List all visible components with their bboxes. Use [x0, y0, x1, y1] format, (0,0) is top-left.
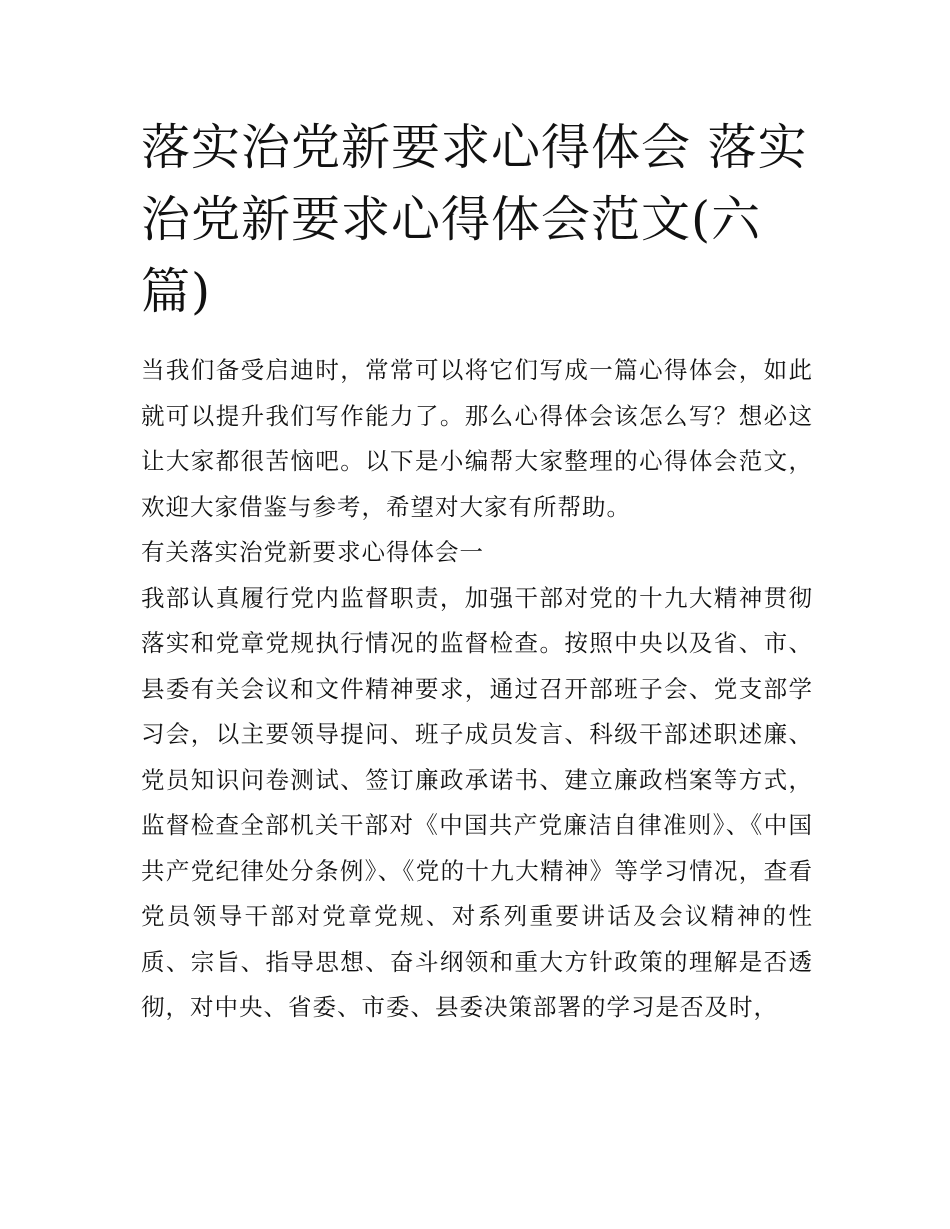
section-body-paragraph: 我部认真履行党内监督职责，加强干部对党的十九大精神贯彻落实和党章党规执行情况的监督检查。按照中央以及省、市、县委有关会议和文件精神要求，通过召开部班子会、党支部学习会，以主要领导提问、班子成员发言、科级干部述职述廉、党员知识问卷测试、签订廉政承诺书、建立廉政档案等方式，监督检查全部机关干部对《中国共产党廉洁自律准则》、《中国共产党纪律处分条例》、《党的十九大精神》等学习情况，查看党员领导干部对党章党规、对系列重要讲话及会议精神的性质、宗旨、指导思想、奋斗纲领和重大方针政策的理解是否透彻，对中央、省委、市委、县委决策部署的学习是否及时，	[141, 583, 813, 1021]
section-heading: 有关落实治党新要求心得体会一	[141, 538, 484, 566]
intro-paragraph: 当我们备受启迪时，常常可以将它们写成一篇心得体会，如此就可以提升我们写作能力了。那么心得体会该怎么写？想必这让大家都很苦恼吧。以下是小编帮大家整理的心得体会范文，欢迎大家借鉴与参考，希望对大家有所帮助。	[141, 356, 813, 521]
document-title: 落实治党新要求心得体会 落实治党新要求心得体会范文(六篇)	[141, 119, 808, 320]
document-body	[141, 348, 813, 1031]
document-content	[141, 112, 813, 1031]
